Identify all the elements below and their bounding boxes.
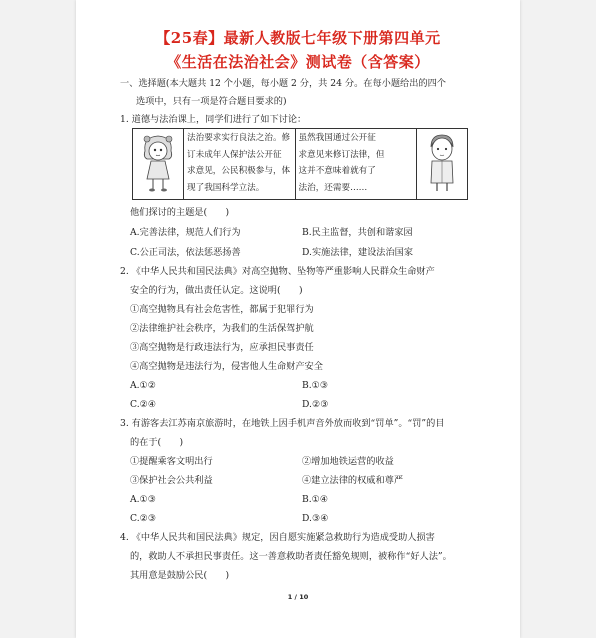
q1-dialog-table (132, 128, 468, 200)
q1-option-c[interactable]: C.公正司法，依法惩恶扬善 (130, 247, 241, 258)
q1-option-a[interactable]: A.完善法律，规范人们行为 (130, 227, 241, 238)
document-title-line2: 《生活在法治社会》测试卷（含答案） (166, 53, 430, 71)
girl-cartoon-icon (133, 129, 183, 195)
q1-stem: 1. 道德与法治课上，同学们进行了如下讨论： (120, 114, 307, 125)
q3-option-c[interactable]: C.②③ (130, 513, 157, 524)
q1-dialog-left: 法治要求实行良法之治。修 订未成年人保护法公开征 求意见，公民积极参与，体 现了我国科学立法。 (184, 129, 296, 200)
q3-option-a[interactable]: A.①③ (130, 494, 157, 505)
q3-item-2: ②增加地铁运营的收益 (302, 456, 394, 467)
document-page (76, 0, 520, 638)
q3-stem-line1: 3. 有游客去江苏南京旅游时，在地铁上因手机声音外放而收到“罚单”。“罚”的目 (120, 418, 445, 429)
q2-stem-line2: 安全的行为，做出责任认定。这说明( ) (130, 285, 303, 296)
q2-item-3: ③高空抛物是行政违法行为，应承担民事责任 (130, 342, 314, 353)
q1-option-d[interactable]: D.实施法律，建设法治国家 (302, 247, 414, 258)
q3-option-d[interactable]: D.③④ (302, 513, 329, 524)
q3-item-3: ③保护社会公共利益 (130, 475, 213, 486)
q4-stem-line2: 的，救助人不承担民事责任。这一善意救助者责任豁免规则，被称作“好人法”。 (130, 551, 452, 562)
q1-option-b[interactable]: B.民主监督，共创和谐家园 (302, 227, 413, 238)
q4-stem-line1: 4. 《中华人民共和国民法典》规定，因自愿实施紧急救助行为造成受助人损害 (120, 532, 435, 543)
q2-item-4: ④高空抛物是违法行为，侵害他人生命财产安全 (130, 361, 323, 372)
boy-cartoon-icon (417, 129, 467, 195)
page-number: 1 / 10 (287, 593, 309, 601)
q3-item-1: ①提醒乘客文明出行 (130, 456, 213, 467)
girl-illustration (133, 129, 184, 200)
q2-option-a[interactable]: A.①② (130, 380, 157, 391)
q2-item-2: ②法律维护社会秩序，为我们的生活保驾护航 (130, 323, 314, 334)
q2-item-1: ①高空抛物具有社会危害性，都属于犯罪行为 (130, 304, 314, 315)
q4-stem-line3: 其用意是鼓励公民( ) (130, 570, 230, 581)
q1-dialog-right: 虽然我国通过公开征 求意见来修订法律，但 这并不意味着就有了 法治，还需要…… (295, 129, 416, 200)
q3-stem-line2: 的在于( ) (130, 437, 184, 448)
q3-option-b[interactable]: B.①④ (302, 494, 329, 505)
q3-item-4: ④建立法律的权威和尊严 (302, 475, 404, 486)
q1-prompt: 他们探讨的主题是( ) (130, 207, 230, 218)
section-heading-cont: 选项中，只有一项是符合题目要求的) (136, 96, 287, 107)
q2-stem-line1: 2. 《中华人民共和国民法典》对高空抛物、坠物等严重影响人民群众生命财产 (120, 266, 435, 277)
boy-illustration (416, 129, 467, 200)
q2-option-b[interactable]: B.①③ (302, 380, 329, 391)
document-title-line1: 【25春】最新人教版七年级下册第四单元 (155, 29, 441, 47)
section-heading: 一、选择题(本大题共 12 个小题，每小题 2 分，共 24 分。在每小题给出的四个 (120, 78, 446, 89)
q2-option-d[interactable]: D.②③ (302, 399, 329, 410)
q2-option-c[interactable]: C.②④ (130, 399, 157, 410)
